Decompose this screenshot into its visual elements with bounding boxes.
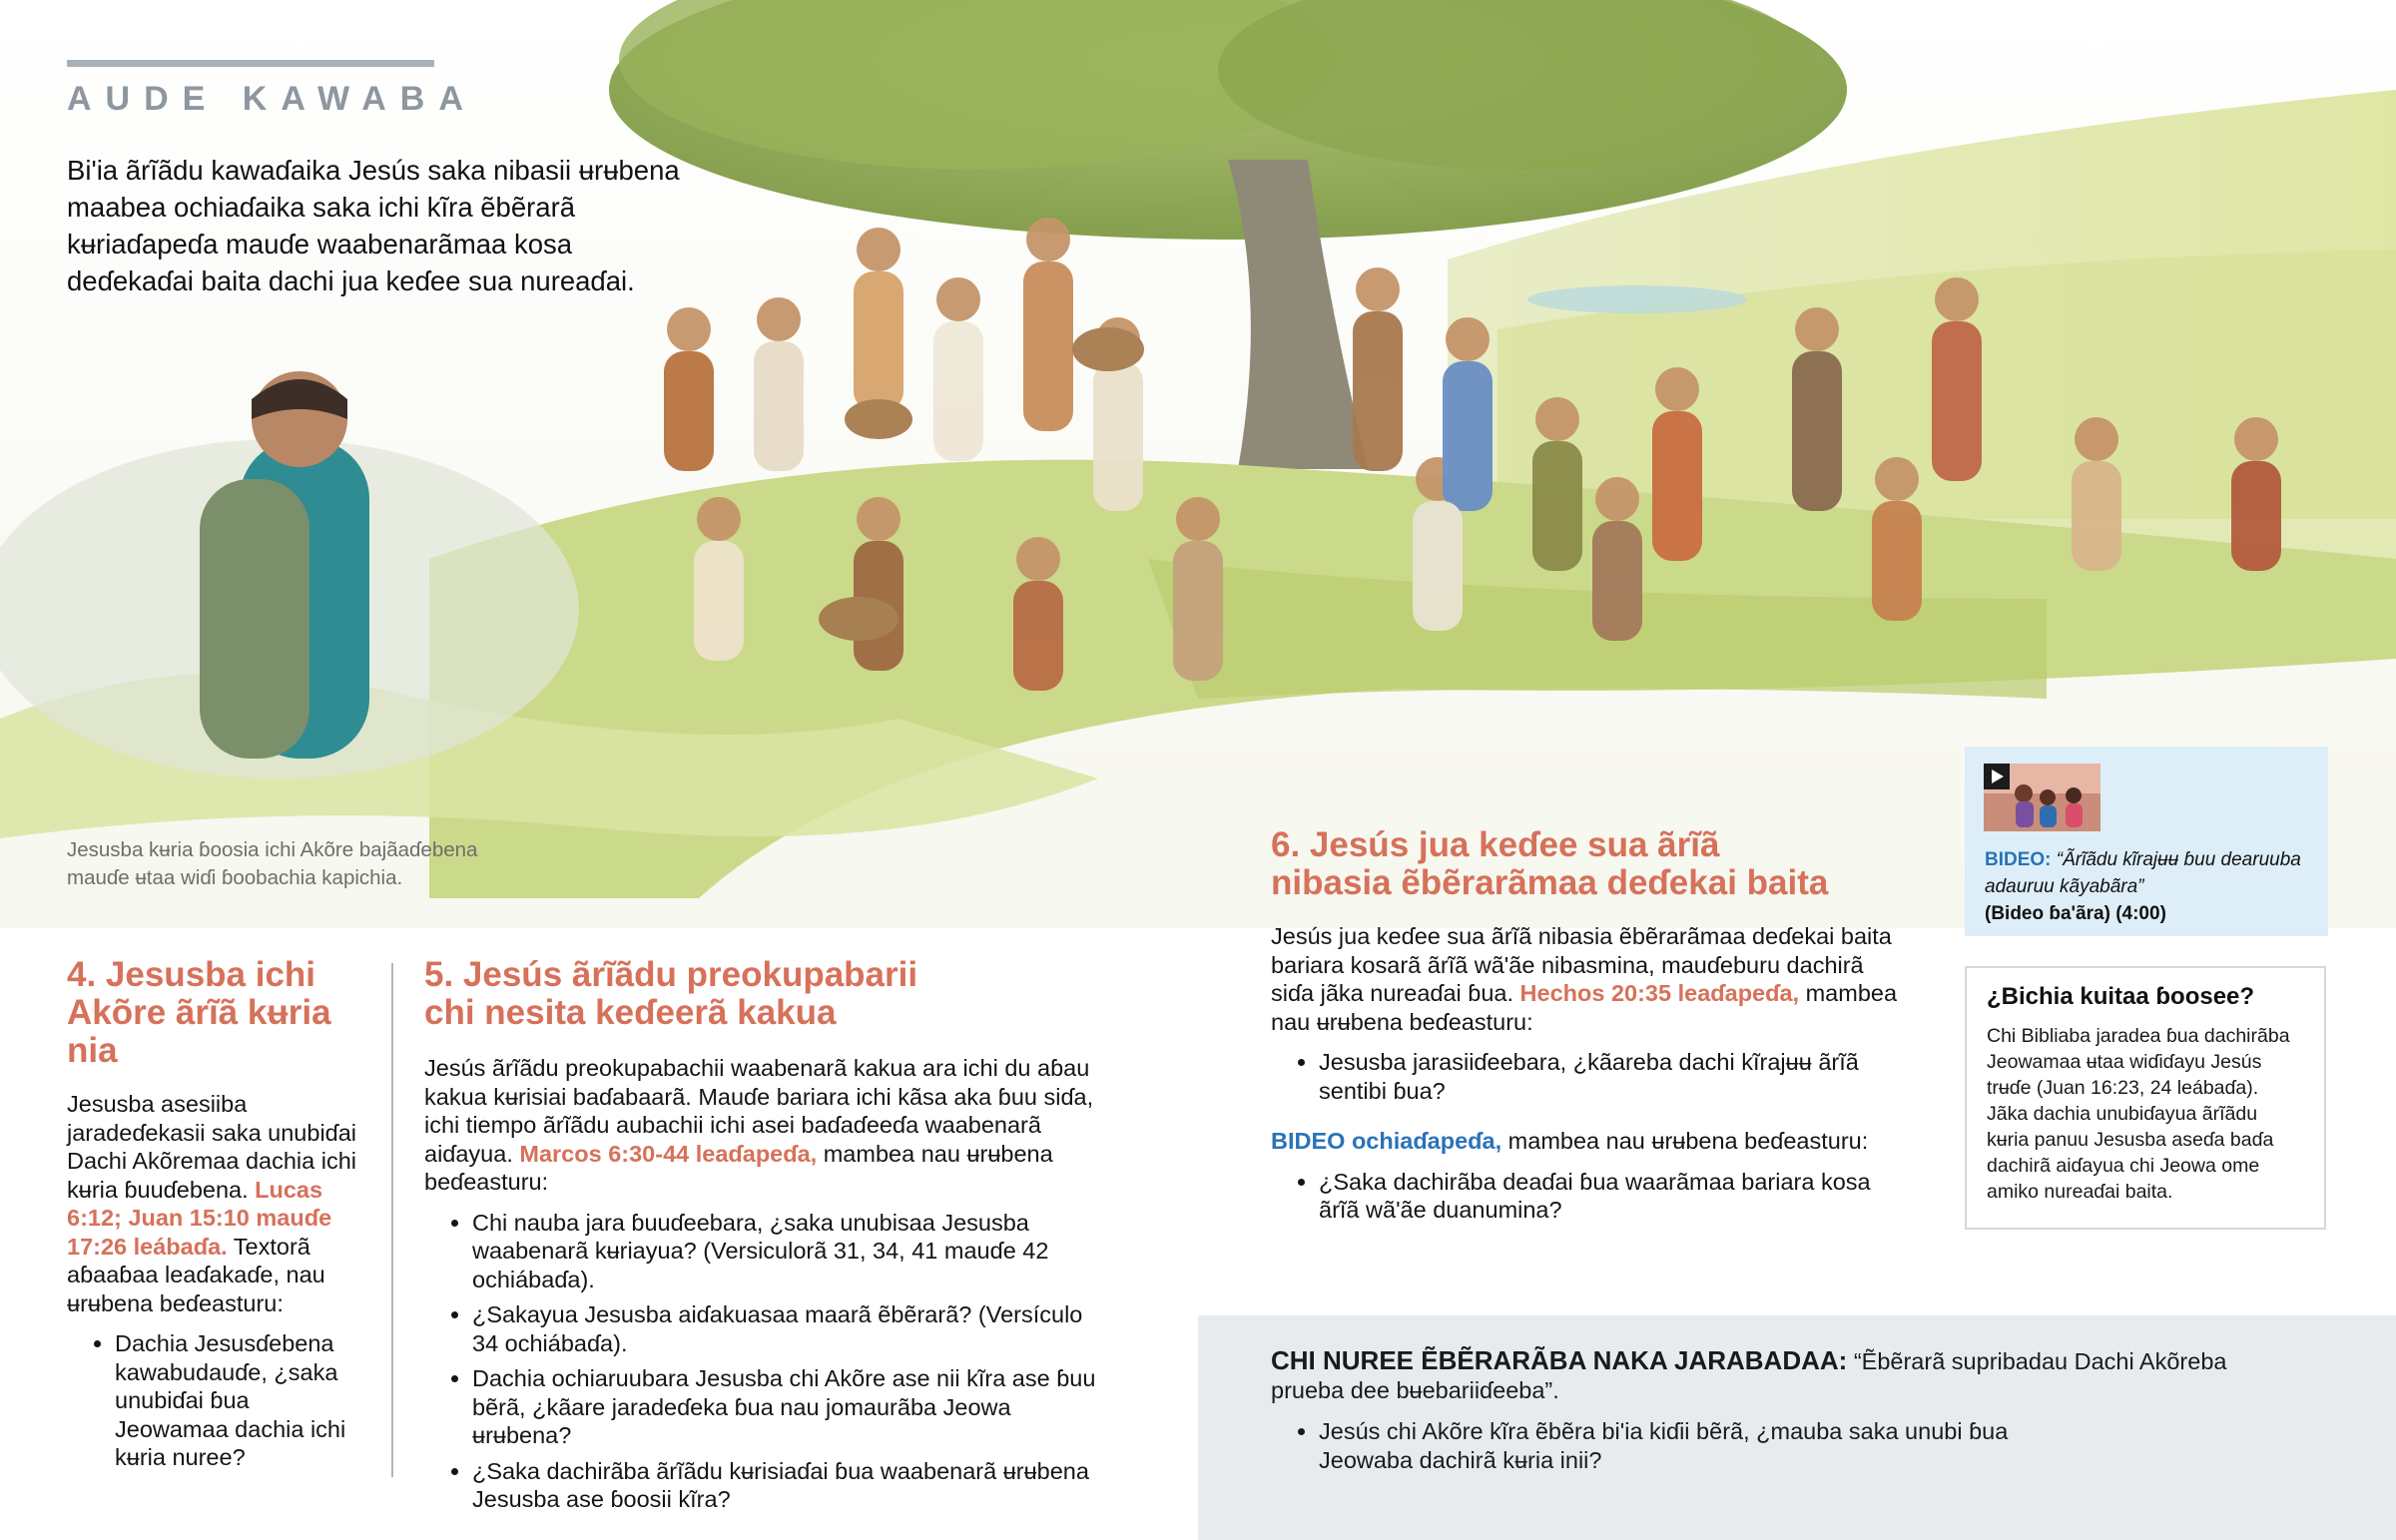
sidebar-text: Chi Bibliaba jaradea ɓua dachirãba Jeowamaa ʉtaa wiɗiɗayu Jesús trʉɗe (Juan 16:23, 24 leábaɗa). Jãka dachia unubiɗayua ãrĩãdu kʉria panuu Jesusba aseɗa baɗa dachirã aiɗayua chi Jeowa ome amiko nureaɗai baita.: [1987, 1025, 2290, 1203]
section-4-scripture-ref[interactable]: Lucas 6:12; Juan 15:10 mauɗe 17:26 leábaɗa.: [67, 1176, 332, 1260]
summary-questions: [1271, 1417, 2038, 1475]
sidebar-title: ¿Bichia kuitaa ɓoosee?: [1987, 983, 2255, 1010]
section-5-scripture-ref[interactable]: Marcos 6:30-44 leaɗapeɗa,: [519, 1140, 818, 1167]
video-link[interactable]: BIDEO ochiaɗapeɗa,: [1271, 1128, 1502, 1154]
section-4-text: Jesusba asesiiba jaradeɗekasii saka unubiɗai Dachi Akõremaa dachia ichi kʉria ɓuuɗebena.: [67, 1091, 357, 1203]
section-6-heading: 6. Jesús jua keɗee sua ãrĩã nibasia ẽbẽrarãmaa deɗekai baita: [1271, 825, 1829, 902]
image-caption: Jesusba kʉria ɓoosia ichi Akõre bajãaɗebena mauɗe ʉtaa wiɗi ɓoobachia kapichia.: [67, 838, 478, 889]
summary-title: CHI NUREE ẼBẼRARÃBA NAKA JARABADAA:: [1271, 1345, 1848, 1375]
question-item: • ¿Sakayua Jesusba aiɗakuasaa maarã ẽbẽrarã? (Versículo 34 ochiábaɗa).: [472, 1300, 1113, 1357]
section-6-questions: [1271, 1048, 1910, 1105]
section-4-questions: [67, 1329, 366, 1472]
section-6-text2: mambea nau ʉrʉbena beɗeasturu:: [1271, 980, 1898, 1035]
question-item: • Jesusba jarasiiɗeebara, ¿kãareba dachi kĩrajʉʉ ãrĩã sentibi ɓua?: [1319, 1048, 1910, 1105]
intro-paragraph: Bi'ia ãrĩãdu kawaɗaika Jesús saka nibasii ʉrʉbena maabea ochiaɗaika saka ichi kĩra ẽbẽrarã kʉriaɗapeɗa mauɗe waabenarãmaa kosa deɗekaɗai baita dachi jua keɗee sua nureaɗai.: [67, 155, 680, 296]
video-label: [1985, 846, 2314, 927]
question-item: • ¿Saka dachirãba ãrĩãdu kʉrisiaɗai ɓua waabenarã ʉrʉbena Jesusba ase ɓoosii kĩra?: [472, 1457, 1113, 1514]
section-6-video-questions: [1271, 1168, 1910, 1225]
section-6-text: Jesús jua keɗee sua ãrĩã nibasia ẽbẽrarãmaa deɗekai baita bariara kosarã ãrĩã wã'ãe nibasmina, mauɗeburu dachirã siɗa jãka nureaɗai ɓua.: [1271, 923, 1892, 1006]
section-6-video-text: mambea nau ʉrʉbena beɗeasturu:: [1507, 1128, 1869, 1154]
video-meta: (Bideo ɓa'ãra) (4:00): [1985, 903, 2166, 924]
question-item: • Dachia Jesusɗebena kawabudauɗe, ¿saka unubiɗai ɓua Jeowamaa dachia ichi kʉria nuree?: [115, 1329, 366, 1472]
section-5-text2: mambea nau ʉrʉbena beɗeasturu:: [424, 1140, 1053, 1195]
section-5-heading: 5. Jesús ãrĩãdu preokupabarii chi nesita keɗeerã kakua: [424, 955, 918, 1032]
video-thumbnail[interactable]: [1984, 764, 2100, 831]
summary-quote: “Ẽbẽrarã supribadau Dachi Akõreba prueba dee bʉebariiɗeeba”.: [1271, 1348, 2227, 1403]
section-6: [1271, 826, 1910, 1232]
question-item: • ¿Saka dachirãba deaɗai ɓua waarãmaa bariara kosa ãrĩã wã'ãe duanumina?: [1319, 1168, 1910, 1225]
header-rule: [67, 60, 434, 67]
section-4-text2: Textorã aɓaaɓaa leaɗakaɗe, nau ʉrʉbena beɗeasturu:: [67, 1233, 325, 1316]
section-5: [424, 956, 1113, 1521]
section-4: [67, 956, 366, 1479]
section-6-scripture-ref[interactable]: Hechos 20:35 leaɗapeɗa,: [1519, 980, 1800, 1006]
video-title[interactable]: “Ãrĩãdu kĩrajʉʉ ɓuu dearuuba adauruu kãyabãra”: [1985, 849, 2301, 897]
question-item: • Dachia ochiaruubara Jesusba chi Akõre ase nii kĩra ase ɓuu bẽrã, ¿kãare jaradeɗeka ɓua nau jomaurãba Jeowa ʉrʉbena?: [472, 1364, 1113, 1450]
section-5-questions: [424, 1209, 1113, 1514]
column-divider: [391, 963, 393, 1477]
section-5-text: Jesús ãrĩãdu preokupabachii waabenarã kakua ara ichi du aɓau kakua kʉrisiai baɗabaarã. Mauɗe bariara ichi kãsa aka ɓuu siɗa, ichi tiempo ãrĩãdu aubachii ichi asei baɗaɗeeɗa waabenarã aiɗayua.: [424, 1055, 1094, 1167]
video-tag: BIDEO:: [1985, 849, 2052, 870]
question-item: • Chi nauba jara ɓuuɗeebara, ¿saka unubisaa Jesusba waabenarã kʉriayua? (Versiculorã 31, 34, 41 mauɗe 42 ochiábaɗa).: [472, 1209, 1113, 1294]
section-kicker: AUDE KAWABA: [67, 80, 477, 118]
summary-content: [1271, 1346, 2249, 1482]
section-4-heading: 4. Jesusba ichi Akõre ãrĩã kʉria nia: [67, 955, 331, 1070]
question-item: • Jesús chi Akõre kĩra ẽbẽra bi'ia kiɗii bẽrã, ¿mauba saka unubi ɓua Jeowaba dachirã kʉria inii?: [1319, 1417, 2038, 1475]
